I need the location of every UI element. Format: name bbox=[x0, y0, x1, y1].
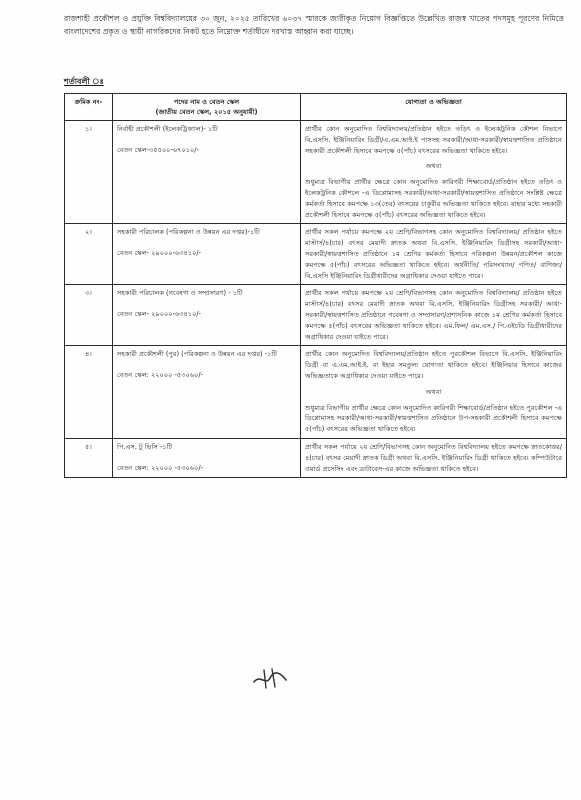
posts-table bbox=[64, 93, 567, 478]
post-title: সহকারী পরিচালক (গবেষণা ও সম্প্রসারণ) - ১টি bbox=[117, 289, 243, 298]
pay-scale: বেতন স্কেল- ২৯০০০-৬৩৪১০/- bbox=[117, 249, 201, 258]
signature-mark bbox=[250, 664, 290, 692]
table-header-row bbox=[65, 94, 567, 121]
table-row bbox=[65, 438, 567, 477]
row-qualification bbox=[301, 121, 567, 224]
pay-scale: বেতন স্কেল: ২২০০০ -৫৩০৬০/- bbox=[117, 371, 203, 380]
qualification-text: প্রার্থীর কোন অনুমোদিত বিশ্ববিদ্যালয়/প্রতিষ্ঠান হইতে পুরকৌশল বিভাগে বি.এসসি. ইঞ্জিনিয়ারিং ডিগ্রী বা এ.এম.আই.ই. বা ইহার সমতুল্য যোগ্যতা থাকিতে হইবে। ইঞ্জিনিয়ার হিসাবে কাজের অভিজ্ঞতাকে অগ্রাধিকার দেওয়া যাইতে পারে। bbox=[305, 350, 562, 380]
header-post bbox=[113, 94, 301, 121]
row-serial: ৪। bbox=[65, 346, 113, 439]
post-title: সহকারী পরিচালক (পরিকল্পনা ও উন্নয়ন এর দপ্তর)-১টি bbox=[117, 228, 260, 237]
table-row bbox=[65, 121, 567, 224]
post-title: নির্বাহী প্রকৌশলী (ইলেকট্রিক্যাল)- ১টি bbox=[117, 125, 218, 133]
header-qualification: যোগ্যতা ও অভিজ্ঞতা bbox=[301, 94, 567, 121]
table-row bbox=[65, 346, 567, 439]
row-post bbox=[113, 121, 301, 224]
qualification-text: প্রার্থীর সকল পর্যায়ে কমপক্ষে ২য় শ্রেণি/বিভাগসহ কোন অনুমোদিত বিশ্ববিদ্যালয়/ প্রতিষ্ঠান হইতে মাস্টার্স/৪(চার) বৎসর মেয়াদী স্নাতক অথবা বি.এসসি. ইঞ্জিনিয়ারিং ডিগ্রীসহ সরকারী/ আধা-সরকারী/স্বায়ত্তশাসিত প্রতিষ্ঠানে গবেষণা ও সম্প্রসারণ/প্রশাসনিক কাজে ১ম শ্রেণির কর্মকর্তা হিসাবে কমপক্ষে ৫(পাঁচ) বৎসরের অভিজ্ঞতা থাকিতে হইবে। এম.ফিল/ এম.এস./ পি.এইচডি ডিগ্রীধারীদের অগ্রাধিকার দেওয়া যাইতে পারে। bbox=[305, 289, 562, 341]
qualification-or: অথবা bbox=[425, 387, 442, 396]
notice-intro: রাজশাহী প্রকৌশল ও প্রযুক্তি বিশ্ববিদ্যালয়ের ৩০ জুন, ২০২৫ তারিখের ৬০৩৭ স্মারকে জারীকৃত নিয়োগ বিজ্ঞপ্তিতে উল্লেখিত রাজস্ব খাতের পদসমূহ পূরণের নিমিত্তে বাংলাদেশের প্রকৃত ও স্থায়ী নাগরিকদের নিকট হতে নিম্নোক্ত শর্তাধীনে দরখাস্ত আহ্বান করা যাচ্ছে। bbox=[64, 14, 564, 36]
row-serial: ৩। bbox=[65, 285, 113, 346]
pay-scale: বেতন স্কেল-৩৫৫০০-৬৭০১০/- bbox=[117, 145, 199, 154]
post-title: সহকারী প্রকৌশলী (পুর) (পরিকল্পনা ও উন্নয়ন এর দপ্তর) -১টি bbox=[117, 350, 277, 359]
row-qualification bbox=[301, 438, 567, 477]
qualification-text: প্রার্থীর সকল পর্যায়ে ২য় শ্রেণি/বিভাগসহ কোন অনুমোদিত বিশ্ববিদ্যালয় হইতে কমপক্ষে স্নাতকোত্তর/৪(চার) বৎসর মেয়াদী স্নাতক ডিগ্রী অথবা বি.এসসি. ইঞ্জিনিয়ারিং ডিগ্রী থাকিতে হইবে। কম্পিউটারে ওয়ার্ড প্রসেসিং এবং ডাটাবেস-এর কাজে অভিজ্ঞতা থাকিতে হইবে। bbox=[305, 442, 562, 473]
row-post bbox=[113, 346, 301, 439]
row-qualification bbox=[301, 346, 567, 439]
table-row bbox=[65, 224, 567, 285]
header-serial: ক্রমিক নং- bbox=[65, 94, 113, 121]
header-post-subtitle: (জাতীয় বেতন স্কেল, ২০১৫ অনুযায়ী) bbox=[155, 108, 258, 116]
pay-scale: বেতন স্কেল- ২৯০০০-৬৩৪১০/- bbox=[117, 310, 201, 319]
header-post-title: পদের নাম ও বেতন স্কেল bbox=[173, 98, 240, 106]
row-post bbox=[113, 285, 301, 346]
qualification-text: শুধুমাত্র বিভাগীয় প্রার্থীর ক্ষেত্রে কোন অনুমোদিত কারিগরী শিক্ষাবোর্ড/প্রতিষ্ঠান হইতে পুরকৌশল -এ ডিপ্লোমাসহ সরকারী/আধা-সরকারী/স্বায়ত্তশাসিত প্রতিষ্ঠানে উপ-সহকারী প্রকৌশলী হিসাবে কমপক্ষে ৫(পাঁচ) বৎসরের অভিজ্ঞতা থাকিতে হইবে। bbox=[305, 403, 562, 434]
row-post bbox=[113, 224, 301, 285]
row-post bbox=[113, 438, 301, 477]
row-serial: ২। bbox=[65, 224, 113, 285]
row-qualification bbox=[301, 285, 567, 346]
qualification-text: প্রার্থীর সকল পর্যায়ে কমপক্ষে ২য় শ্রেণি/বিভাগসহ কোন অনুমোদিত বিশ্ববিদ্যালয়/ প্রতিষ্ঠান হইতে মাস্টার্স/৪(চার) বৎসর মেয়াদী স্নাতক অথবা বি.এসসি. ইঞ্জিনিয়ারিং ডিগ্রীসহ সরকারী/আধা-সরকারী/স্বায়ত্তশাসিত প্রতিষ্ঠানে ১ম শ্রেণির কর্মকর্তা হিসাবে পরিকল্পনা উন্নয়ন/প্রকৌশল কাজে কমপক্ষে ৫(পাঁচ) বৎসরের অভিজ্ঞতা থাকিতে হইবে। অর্থনীতি/ পরিসংখ্যান/ গণিত/ বাণিজ্য/বি.এসসি ইঞ্জিনিয়ারিং ডিগ্রীধারীদের অগ্রাধিকার দেওয়া যাইতে পারে। bbox=[305, 228, 562, 280]
pay-scale: বেতন স্কেল: ২২০০০ -৫৩০৬০/- bbox=[117, 463, 203, 472]
post-title: পি.এস. টু ভিসি -১টি bbox=[117, 442, 172, 451]
conditions-heading: শর্তাবলী ঃ bbox=[64, 77, 104, 86]
qualification-or: অথবা bbox=[425, 162, 442, 171]
table-row bbox=[65, 285, 567, 346]
row-serial: ৫। bbox=[65, 438, 113, 477]
row-qualification bbox=[301, 224, 567, 285]
qualification-text: শুধুমাত্র বিভাগীয় প্রার্থীর ক্ষেত্রে কোন অনুমোদিত কারিগরী শিক্ষাবোর্ড/প্রতিষ্ঠান হইতে তড়িৎ ও ইলেকট্রনিক কৌশলে -এ ডিপ্লোমাসহ সরকারী/আধা-সরকারী/স্বায়ত্তশাসিত প্রতিষ্ঠানে সংশ্লিষ্ট ক্ষেত্রে কর্মকর্তা হিসাবে কমপক্ষে ১৩(তের) বৎসরের চাকুরীর অভিজ্ঞতা থাকিতে হইবে। যাহার মধ্যে সহকারী প্রকৌশলী হিসাবে কমপক্ষে ৫(পাঁচ) বৎসরের অভিজ্ঞতা থাকিতে হইবে। bbox=[305, 178, 562, 219]
row-serial: ১। bbox=[65, 121, 113, 224]
qualification-text: প্রার্থীর কোন অনুমোদিত বিশ্ববিদ্যালয়/প্রতিষ্ঠান হইতে তড়িৎ ও ইলেকট্রনিক কৌশল বিভাগে বি.এসসি. ইঞ্জিনিয়ারিং ডিগ্রী/এ.এম.আই.ই পাসসহ সরকারী/আধা-সরকারী/স্বায়ত্তশাসিত প্রতিষ্ঠানে সহকারী প্রকৌশলী হিসাবে কমপক্ষে ৫(পাঁচ) বৎসরের অভিজ্ঞতা থাকিতে হইবে। bbox=[305, 125, 562, 155]
